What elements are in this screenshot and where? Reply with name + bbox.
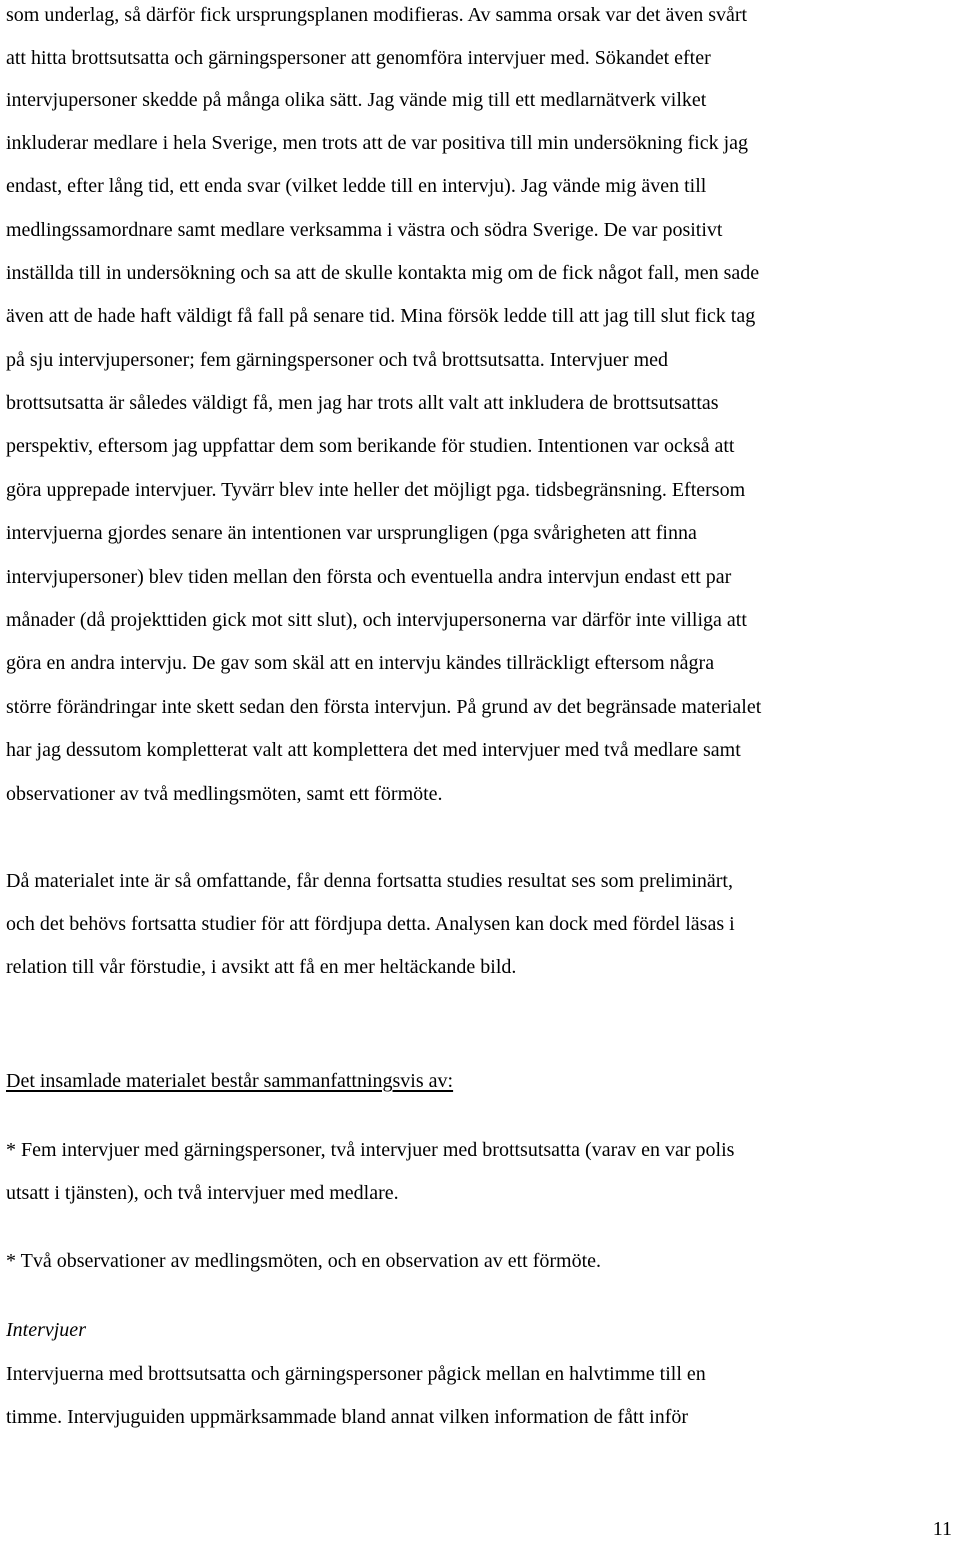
text-line: har jag dessutom kompletterat valt att komplettera det med intervjuer med två medlare samt [6, 739, 741, 761]
text-line: intervjupersoner) blev tiden mellan den första och eventuella andra intervjun endast ett par [6, 566, 732, 588]
text-line: utsatt i tjänsten), och två intervjuer med medlare. [6, 1182, 399, 1204]
text-line: som underlag, så därför fick ursprungsplanen modifieras. Av samma orsak var det även svårt [6, 4, 748, 26]
text-line: Då materialet inte är så omfattande, får denna fortsatta studies resultat ses som preliminärt, [6, 870, 733, 892]
text-line: timme. Intervjuguiden uppmärksammade bland annat vilken information de fått inför [6, 1406, 689, 1428]
text-line: brottsutsatta är således väldigt få, men jag har trots allt valt att inkludera de brottsutsattas [6, 392, 719, 414]
summary-heading: Det insamlade materialet består sammanfattningsvis av: [6, 1070, 454, 1092]
text-line: och det behövs fortsatta studier för att fördjupa detta. Analysen kan dock med fördel läsas i [6, 913, 735, 935]
text-line: * Två observationer av medlingsmöten, och en observation av ett förmöte. [6, 1250, 602, 1272]
text-line: relation till vår förstudie, i avsikt att få en mer heltäckande bild. [6, 956, 517, 978]
text-line: göra en andra intervju. De gav som skäl att en intervju kändes tillräckligt eftersom några [6, 652, 715, 674]
text-line: större förändringar inte skett sedan den första intervjun. På grund av det begränsade materialet [6, 696, 762, 718]
text-line: inställda till in undersökning och sa att de skulle kontakta mig om de fick något fall, men sade [6, 262, 760, 284]
text-line: * Fem intervjuer med gärningspersoner, två intervjuer med brottsutsatta (varav en var polis [6, 1139, 735, 1161]
text-line: månader (då projekttiden gick mot sitt slut), och intervjupersonerna var därför inte villiga att [6, 609, 747, 631]
text-line: Intervjuerna med brottsutsatta och gärningspersoner pågick mellan en halvtimme till en [6, 1363, 706, 1385]
section-heading: Intervjuer [6, 1319, 86, 1341]
text-line: endast, efter lång tid, ett enda svar (vilket ledde till en intervju). Jag vände mig även till [6, 175, 707, 197]
text-line: att hitta brottsutsatta och gärningspersoner att genomföra intervjuer med. Sökandet efter [6, 47, 711, 69]
text-line: observationer av två medlingsmöten, samt ett förmöte. [6, 783, 443, 805]
text-line: göra upprepade intervjuer. Tyvärr blev inte heller det möjligt pga. tidsbegränsning. Eftersom [6, 479, 746, 501]
text-line: inkluderar medlare i hela Sverige, men trots att de var positiva till min undersökning fick jag [6, 132, 749, 154]
text-line: intervjuerna gjordes senare än intentionen var ursprungligen (pga svårigheten att finna [6, 522, 697, 544]
text-line: på sju intervjupersoner; fem gärningspersoner och två brottsutsatta. Intervjuer med [6, 349, 669, 371]
text-line: även att de hade haft väldigt få fall på senare tid. Mina försök ledde till att jag till slut fick tag [6, 305, 756, 327]
text-line: intervjupersoner skedde på många olika sätt. Jag vände mig till ett medlarnätverk vilket [6, 89, 707, 111]
text-line: medlingssamordnare samt medlare verksamma i västra och södra Sverige. De var positivt [6, 219, 723, 241]
page-number: 11 [932, 1518, 952, 1540]
text-line: perspektiv, eftersom jag uppfattar dem som berikande för studien. Intentionen var också att [6, 435, 735, 457]
